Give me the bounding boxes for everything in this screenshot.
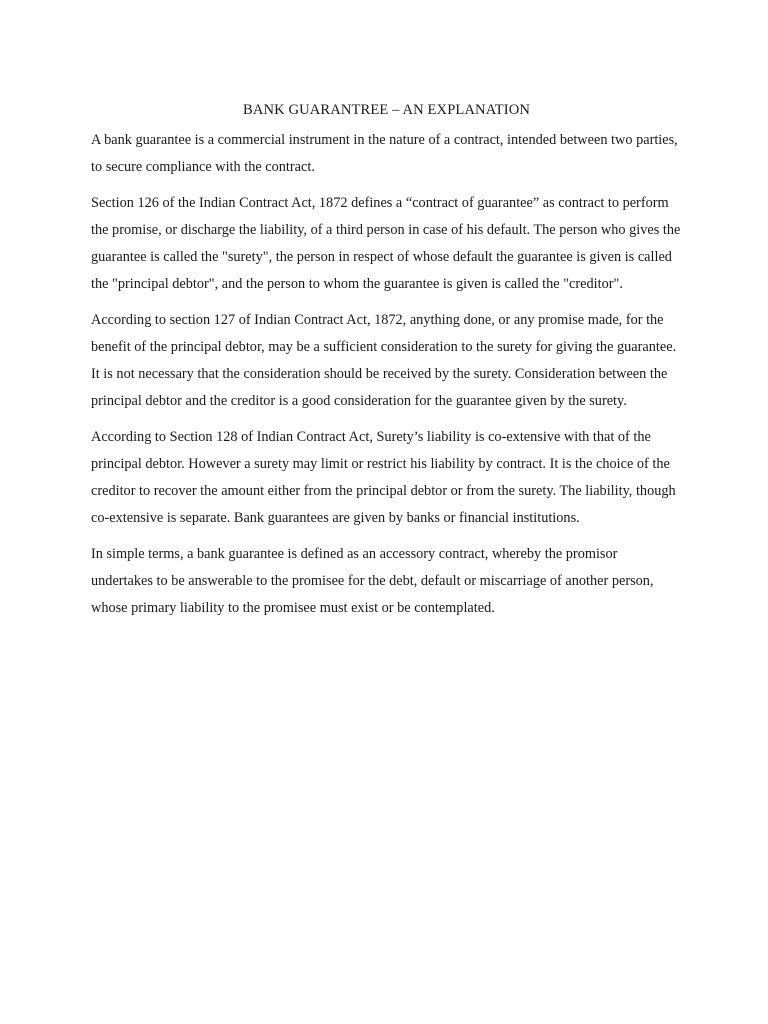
- paragraph-section-127: According to section 127 of Indian Contract Act, 1872, anything done, or any promise made, for the benefit of the principal debtor, may be a sufficient consideration to the surety for giving the guarantee. It is not necessary that the consideration should be received by the surety. Consideration between the principal debtor and the creditor is a good consideration for the guarantee given by the surety.: [91, 312, 677, 409]
- paragraph-simple-terms: In simple terms, a bank guarantee is defined as an accessory contract, whereby the promisor undertakes to be answerable to the promisee for the debt, default or miscarriage of another person, whose primary liability to the promisee must exist or be contemplated.: [91, 546, 654, 616]
- paragraph-section-126: Section 126 of the Indian Contract Act, 1872 defines a “contract of guarantee” as contract to perform the promise, or discharge the liability, of a third person in case of his default. The person who gives the guarantee is called the "surety", the person in respect of whose default the guarantee is given is called the "principal debtor", and the person to whom the guarantee is given is called the "creditor".: [91, 195, 681, 292]
- paragraph-section-128: According to Section 128 of Indian Contract Act, Surety’s liability is co-extensive with that of the principal debtor. However a surety may limit or restrict his liability by contract. It is the choice of the creditor to recover the amount either from the principal debtor or from the surety. The liability, though co-extensive is separate. Bank guarantees are given by banks or financial institutions.: [91, 429, 676, 526]
- document-title: BANK GUARANTREE – AN EXPLANATION: [243, 102, 530, 118]
- paragraph-definition: A bank guarantee is a commercial instrument in the nature of a contract, intended between two parties, to secure compliance with the contract.: [91, 132, 678, 175]
